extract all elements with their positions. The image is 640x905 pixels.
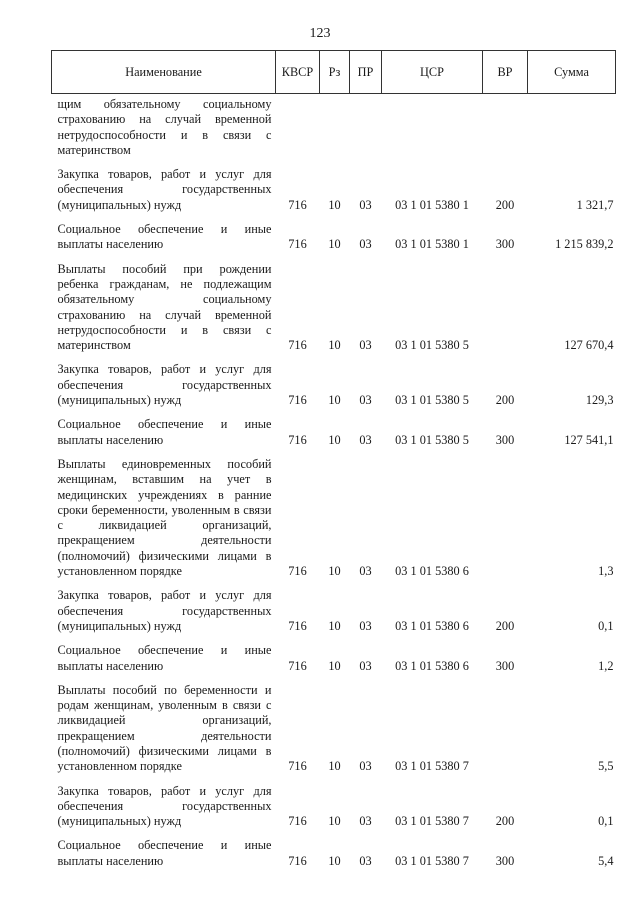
cell-pr: 03 [359, 759, 372, 774]
cell-pr: 03 [359, 338, 372, 353]
cell-kvsr: 716 [288, 759, 307, 774]
cell-pr [350, 94, 382, 163]
cell-name: Закупка товаров, работ и услуг для обеспечения государственных (муниципальных) нужд [57, 783, 272, 829]
cell-pr: 03 [359, 197, 372, 212]
header-rz: Рз [320, 51, 350, 94]
cell-pr: 03 [359, 237, 372, 252]
cell-sum: 127 670,4 [564, 338, 614, 353]
cell-kvsr: 716 [288, 338, 307, 353]
cell-name: Закупка товаров, работ и услуг для обеспечения государственных (муниципальных) нужд [57, 362, 272, 408]
cell-csr: 03 1 01 5380 6 [395, 658, 469, 673]
cell-pr: 03 [359, 564, 372, 579]
cell-sum: 5,4 [598, 853, 614, 868]
cell-kvsr: 716 [288, 618, 307, 633]
cell-sum: 127 541,1 [564, 432, 614, 447]
cell-vr: 300 [495, 432, 515, 447]
cell-pr: 03 [359, 432, 372, 447]
cell-vr: 300 [495, 658, 515, 673]
table-row [52, 452, 616, 583]
cell-sum: 5,5 [598, 759, 614, 774]
cell-vr: 300 [495, 237, 515, 252]
table-row [52, 257, 616, 358]
table-row [52, 779, 616, 834]
table-row [52, 412, 616, 452]
cell-rz: 10 [328, 618, 341, 633]
cell-sum: 1,2 [598, 658, 614, 673]
cell-name: Социальное обеспечение и иные выплаты населению [57, 417, 272, 447]
cell-sum: 1 215 839,2 [555, 237, 614, 252]
cell-vr: 200 [495, 618, 515, 633]
table-row [52, 217, 616, 257]
table-row [52, 638, 616, 678]
cell-vr [483, 257, 528, 358]
cell-rz: 10 [328, 237, 341, 252]
table-body [52, 94, 616, 874]
cell-csr: 03 1 01 5380 1 [395, 197, 469, 212]
header-pr: ПР [350, 51, 382, 94]
cell-rz: 10 [328, 393, 341, 408]
cell-pr: 03 [359, 393, 372, 408]
cell-rz: 10 [328, 658, 341, 673]
cell-name: щим обязательному социальному страхованию на случай временной нетрудоспособности и в связи с материнством [57, 97, 272, 157]
cell-csr: 03 1 01 5380 1 [395, 237, 469, 252]
cell-rz: 10 [328, 197, 341, 212]
header-csr: ЦСР [382, 51, 483, 94]
cell-rz: 10 [328, 853, 341, 868]
table-row [52, 678, 616, 779]
cell-sum: 1,3 [598, 564, 614, 579]
cell-rz: 10 [328, 759, 341, 774]
cell-kvsr: 716 [288, 432, 307, 447]
cell-csr: 03 1 01 5380 5 [395, 338, 469, 353]
cell-sum: 0,1 [598, 814, 614, 829]
cell-sum: 129,3 [585, 393, 614, 408]
cell-csr: 03 1 01 5380 6 [395, 564, 469, 579]
table-row [52, 94, 616, 163]
cell-vr: 200 [495, 814, 515, 829]
budget-table [51, 50, 616, 873]
cell-pr: 03 [359, 658, 372, 673]
cell-csr: 03 1 01 5380 7 [395, 759, 469, 774]
cell-csr: 03 1 01 5380 5 [395, 393, 469, 408]
header-vr: ВР [483, 51, 528, 94]
cell-name: Закупка товаров, работ и услуг для обеспечения государственных (муниципальных) нужд [57, 167, 272, 212]
cell-csr [382, 94, 483, 163]
cell-kvsr: 716 [288, 564, 307, 579]
cell-name: Выплаты единовременных пособий женщинам, вставшим на учет в медицинских учреждениях в ранние сроки беременности, уволенным в связи с ликвидацией организаций, прекращением деятельности (полномочий) физическими лицами в установленном порядке [57, 456, 272, 579]
cell-vr [483, 94, 528, 163]
cell-csr: 03 1 01 5380 7 [395, 853, 469, 868]
cell-rz: 10 [328, 564, 341, 579]
cell-rz: 10 [328, 814, 341, 829]
cell-name: Выплаты пособий по беременности и родам женщинам, уволенным в связи с ликвидацией организаций, прекращением деятельности (полномочий) физическими лицами в установленном порядке [57, 682, 272, 774]
header-sum: Сумма [528, 51, 616, 94]
cell-name: Социальное обеспечение и иные выплаты населению [57, 222, 272, 252]
cell-csr: 03 1 01 5380 6 [395, 618, 469, 633]
cell-sum [528, 94, 616, 163]
cell-name: Социальное обеспечение и иные выплаты населению [57, 838, 272, 868]
cell-vr [483, 452, 528, 583]
cell-rz: 10 [328, 338, 341, 353]
cell-kvsr: 716 [288, 853, 307, 868]
cell-vr [483, 678, 528, 779]
cell-pr: 03 [359, 814, 372, 829]
table-header [52, 51, 616, 94]
cell-kvsr: 716 [288, 658, 307, 673]
cell-kvsr: 716 [288, 237, 307, 252]
cell-rz: 10 [328, 432, 341, 447]
cell-pr: 03 [359, 853, 372, 868]
cell-name: Социальное обеспечение и иные выплаты населению [57, 643, 272, 673]
cell-name: Выплаты пособий при рождении ребенка гражданам, не подлежащим обязательному социальному страхованию на случай временной нетрудоспособности и в связи с материнством [57, 261, 272, 353]
cell-name: Закупка товаров, работ и услуг для обеспечения государственных (муниципальных) нужд [57, 588, 272, 633]
cell-sum: 0,1 [598, 618, 614, 633]
cell-kvsr: 716 [288, 197, 307, 212]
header-name: Наименование [52, 51, 276, 94]
cell-vr: 200 [495, 393, 515, 408]
table-row [52, 583, 616, 638]
cell-vr: 200 [495, 197, 515, 212]
cell-vr: 300 [495, 853, 515, 868]
cell-csr: 03 1 01 5380 5 [395, 432, 469, 447]
cell-kvsr: 716 [288, 814, 307, 829]
cell-rz [320, 94, 350, 163]
cell-sum: 1 321,7 [576, 197, 614, 212]
cell-kvsr [276, 94, 320, 163]
table-row [52, 357, 616, 412]
cell-kvsr: 716 [288, 393, 307, 408]
table-row [52, 162, 616, 217]
cell-csr: 03 1 01 5380 7 [395, 814, 469, 829]
table-row [52, 833, 616, 873]
page-number: 123 [309, 26, 331, 41]
header-kvsr: КВСР [276, 51, 320, 94]
cell-pr: 03 [359, 618, 372, 633]
